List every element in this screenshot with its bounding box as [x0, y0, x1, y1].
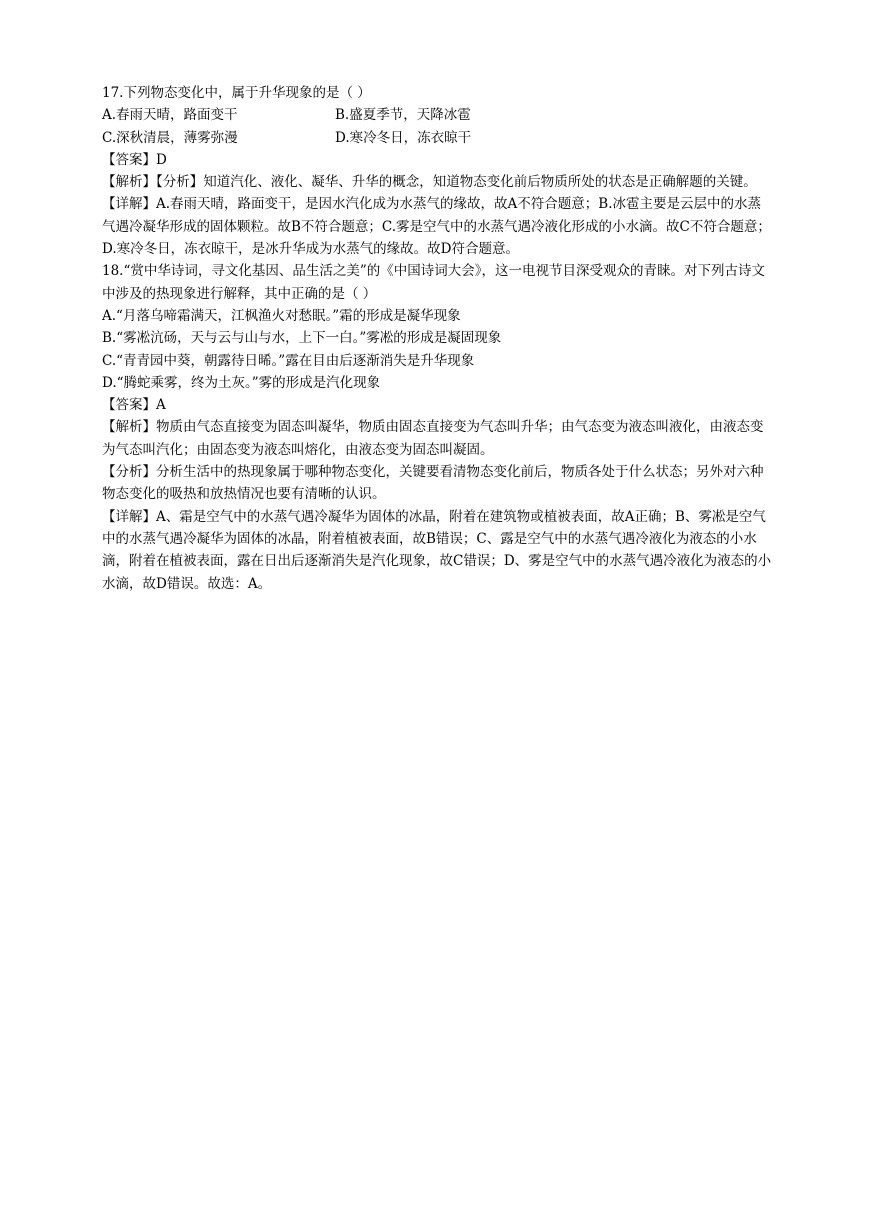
option-a: A.春雨天晴，路面变干	[102, 107, 238, 124]
option-b: B.盛夏季节，天降冰雹	[335, 107, 471, 124]
option-row	[102, 104, 772, 126]
option-d: D.“腾蛇乘雾，终为土灰。”雾的形成是汽化现象	[102, 374, 381, 391]
detailed-explanation: 【详解】A、霜是空气中的水蒸气遇冷凝华为固体的冰晶，附着在建筑物或植被表面，故A正确；B、雾凇是空气中的水蒸气遇冷凝华为固体的冰晶，附着植被表面，故B错误；C、露是空气中的水蒸气遇冷液化为液态的小水滴，附着在植被表面，露在日出后逐渐消失是汽化现象，故C错误；D、雾是空气中的水蒸气遇冷液化为液态的小水滴，故D错误。故选：A。	[102, 508, 772, 592]
option-a: A.“月落乌啼霜满天，江枫渔火对愁眠。”霜的形成是凝华现象	[102, 307, 461, 324]
document-page	[102, 82, 772, 595]
analysis: 【解析】【分析】知道汽化、液化、凝华、升华的概念，知道物态变化前后物质所处的状态是正确解题的关键。	[102, 174, 757, 191]
option-b: B.“雾凇沆砀，天与云与山与水，上下一白。”雾凇的形成是凝固现象	[102, 330, 502, 347]
question-17	[102, 82, 772, 260]
answer: 【答案】D	[102, 151, 167, 168]
option-d: D.寒冷冬日，冻衣晾干	[335, 129, 472, 146]
option-row	[102, 127, 772, 149]
question-stem: 17.下列物态变化中，属于升华现象的是（ ）	[102, 85, 371, 101]
option-c: C.深秋清晨，薄雾弥漫	[102, 129, 238, 146]
detailed-explanation: 【详解】A.春雨天晴，路面变干，是因水汽化成为水蒸气的缘故，故A不符合题意；B.冰雹主要是云层中的水蒸气遇冷凝华形成的固体颗粒。故B不符合题意；C.雾是空气中的水蒸气遇冷液化形成的小水滴。故C不符合题意；D.寒冷冬日，冻衣晾干，是冰升华成为水蒸气的缘故。故D符合题意。	[102, 196, 771, 258]
analysis: 【分析】分析生活中的热现象属于哪种物态变化，关键要看清物态变化前后，物质各处于什么状态；另外对六种物态变化的吸热和放热情况也要有清晰的认识。	[102, 464, 764, 503]
explanation: 【解析】物质由气态直接变为固态叫凝华，物质由固态直接变为气态叫升华；由气态变为液态叫液化，由液态变为气态叫汽化；由固态变为液态叫熔化，由液态变为固态叫凝固。	[102, 419, 764, 458]
question-stem: 18.“赏中华诗词，寻文化基因、品生活之美”的《中国诗词大会》，这一电视节目深受观众的青睐。对下列古诗文中涉及的热现象进行解释，其中正确的是（ ）	[102, 263, 766, 302]
answer: 【答案】A	[102, 397, 166, 414]
option-c: C.“青青园中葵，朝露待日晞。”露在目由后逐渐消失是升华现象	[102, 352, 475, 369]
question-18	[102, 260, 772, 594]
